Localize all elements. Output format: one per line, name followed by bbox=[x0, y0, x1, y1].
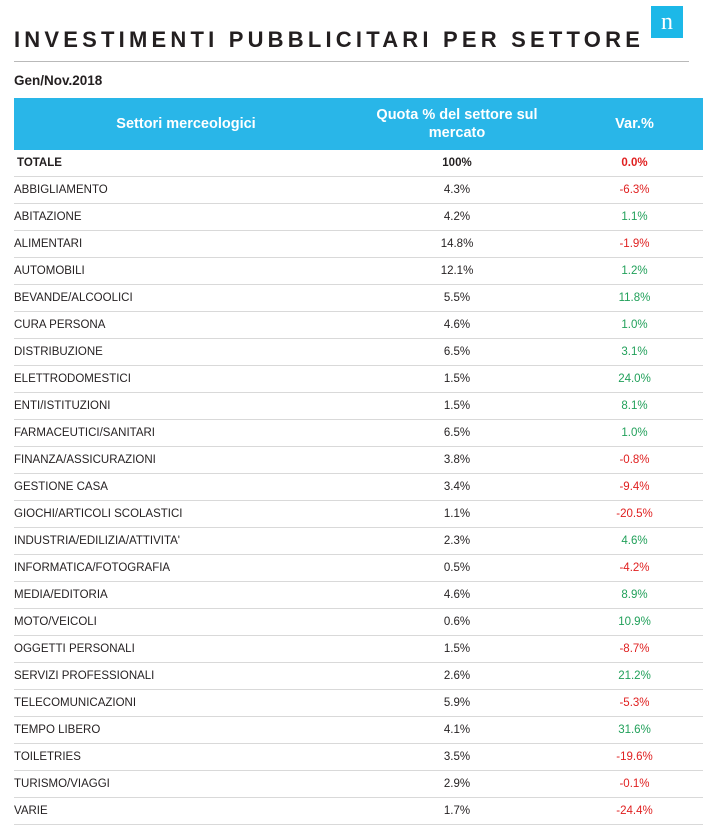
row-share-value: 1.5% bbox=[358, 393, 556, 420]
row-var-value: 11.8% bbox=[556, 285, 703, 312]
row-var-value: 4.6% bbox=[556, 528, 703, 555]
table-row bbox=[14, 717, 703, 744]
row-share-value: 2.3% bbox=[358, 528, 556, 555]
row-sector-label: TEMPO LIBERO bbox=[14, 717, 358, 744]
column-header-var: Var.% bbox=[556, 98, 703, 150]
table-row bbox=[14, 204, 703, 231]
table-row bbox=[14, 366, 703, 393]
page-title: INVESTIMENTI PUBBLICITARI PER SETTORE bbox=[14, 27, 645, 52]
total-label: TOTALE bbox=[14, 150, 358, 177]
row-sector-label: INFORMATICA/FOTOGRAFIA bbox=[14, 555, 358, 582]
row-var-value: 31.6% bbox=[556, 717, 703, 744]
row-var-value: -1.9% bbox=[556, 231, 703, 258]
table-row bbox=[14, 231, 703, 258]
table-row bbox=[14, 420, 703, 447]
row-sector-label: TOILETRIES bbox=[14, 744, 358, 771]
row-share-value: 6.5% bbox=[358, 339, 556, 366]
table-row bbox=[14, 339, 703, 366]
table-row bbox=[14, 582, 703, 609]
row-sector-label: FINANZA/ASSICURAZIONI bbox=[14, 447, 358, 474]
table-row bbox=[14, 447, 703, 474]
row-sector-label: MEDIA/EDITORIA bbox=[14, 582, 358, 609]
table-row bbox=[14, 690, 703, 717]
row-sector-label: ELETTRODOMESTICI bbox=[14, 366, 358, 393]
table-row bbox=[14, 609, 703, 636]
row-share-value: 1.5% bbox=[358, 366, 556, 393]
table-body bbox=[14, 150, 703, 825]
row-sector-label: GIOCHI/ARTICOLI SCOLASTICI bbox=[14, 501, 358, 528]
row-share-value: 0.6% bbox=[358, 609, 556, 636]
row-sector-label: BEVANDE/ALCOOLICI bbox=[14, 285, 358, 312]
row-var-value: -8.7% bbox=[556, 636, 703, 663]
table-row bbox=[14, 393, 703, 420]
row-share-value: 3.8% bbox=[358, 447, 556, 474]
row-var-value: -24.4% bbox=[556, 798, 703, 825]
row-var-value: -5.3% bbox=[556, 690, 703, 717]
row-var-value: -6.3% bbox=[556, 177, 703, 204]
row-share-value: 4.3% bbox=[358, 177, 556, 204]
row-var-value: 8.1% bbox=[556, 393, 703, 420]
row-share-value: 1.1% bbox=[358, 501, 556, 528]
row-sector-label: DISTRIBUZIONE bbox=[14, 339, 358, 366]
nielsen-logo bbox=[651, 6, 683, 38]
column-header-share: Quota % del settore sul mercato bbox=[358, 98, 556, 150]
row-sector-label: ENTI/ISTITUZIONI bbox=[14, 393, 358, 420]
table-row bbox=[14, 501, 703, 528]
row-sector-label: SERVIZI PROFESSIONALI bbox=[14, 663, 358, 690]
table-row bbox=[14, 474, 703, 501]
row-var-value: 21.2% bbox=[556, 663, 703, 690]
row-var-value: 8.9% bbox=[556, 582, 703, 609]
table-row-total bbox=[14, 150, 703, 177]
row-sector-label: OGGETTI PERSONALI bbox=[14, 636, 358, 663]
row-share-value: 4.1% bbox=[358, 717, 556, 744]
total-share: 100% bbox=[358, 150, 556, 177]
table-row bbox=[14, 285, 703, 312]
row-share-value: 5.5% bbox=[358, 285, 556, 312]
row-sector-label: INDUSTRIA/EDILIZIA/ATTIVITA' bbox=[14, 528, 358, 555]
table-row bbox=[14, 663, 703, 690]
row-var-value: -20.5% bbox=[556, 501, 703, 528]
row-var-value: -0.8% bbox=[556, 447, 703, 474]
row-share-value: 1.5% bbox=[358, 636, 556, 663]
table-row bbox=[14, 528, 703, 555]
row-var-value: 24.0% bbox=[556, 366, 703, 393]
table-row bbox=[14, 636, 703, 663]
column-header-sector: Settori merceologici bbox=[14, 98, 358, 150]
row-var-value: -4.2% bbox=[556, 555, 703, 582]
row-sector-label: ABBIGLIAMENTO bbox=[14, 177, 358, 204]
row-sector-label: ABITAZIONE bbox=[14, 204, 358, 231]
table-header bbox=[14, 98, 703, 150]
row-var-value: 1.0% bbox=[556, 420, 703, 447]
table-row bbox=[14, 771, 703, 798]
row-sector-label: MOTO/VEICOLI bbox=[14, 609, 358, 636]
row-var-value: 1.1% bbox=[556, 204, 703, 231]
sector-investments-table bbox=[14, 98, 703, 825]
row-share-value: 12.1% bbox=[358, 258, 556, 285]
row-share-value: 4.2% bbox=[358, 204, 556, 231]
table-row bbox=[14, 555, 703, 582]
row-sector-label: GESTIONE CASA bbox=[14, 474, 358, 501]
row-share-value: 5.9% bbox=[358, 690, 556, 717]
table-header-row bbox=[14, 98, 703, 150]
row-var-value: 1.0% bbox=[556, 312, 703, 339]
row-share-value: 6.5% bbox=[358, 420, 556, 447]
row-var-value: 10.9% bbox=[556, 609, 703, 636]
row-share-value: 2.9% bbox=[358, 771, 556, 798]
logo-letter: n bbox=[661, 9, 673, 35]
period-label: Gen/Nov.2018 bbox=[14, 73, 103, 88]
title-divider bbox=[14, 61, 689, 62]
row-sector-label: AUTOMOBILI bbox=[14, 258, 358, 285]
table-row bbox=[14, 744, 703, 771]
row-var-value: -0.1% bbox=[556, 771, 703, 798]
table-row bbox=[14, 177, 703, 204]
row-share-value: 0.5% bbox=[358, 555, 556, 582]
row-share-value: 4.6% bbox=[358, 312, 556, 339]
row-share-value: 14.8% bbox=[358, 231, 556, 258]
table-row bbox=[14, 312, 703, 339]
row-sector-label: ALIMENTARI bbox=[14, 231, 358, 258]
row-sector-label: TURISMO/VIAGGI bbox=[14, 771, 358, 798]
row-share-value: 4.6% bbox=[358, 582, 556, 609]
table-row bbox=[14, 258, 703, 285]
table-row bbox=[14, 798, 703, 825]
row-sector-label: VARIE bbox=[14, 798, 358, 825]
row-var-value: 1.2% bbox=[556, 258, 703, 285]
row-share-value: 1.7% bbox=[358, 798, 556, 825]
row-sector-label: FARMACEUTICI/SANITARI bbox=[14, 420, 358, 447]
row-var-value: -9.4% bbox=[556, 474, 703, 501]
row-share-value: 3.5% bbox=[358, 744, 556, 771]
row-share-value: 2.6% bbox=[358, 663, 556, 690]
row-sector-label: CURA PERSONA bbox=[14, 312, 358, 339]
total-var: 0.0% bbox=[556, 150, 703, 177]
row-var-value: 3.1% bbox=[556, 339, 703, 366]
row-share-value: 3.4% bbox=[358, 474, 556, 501]
row-var-value: -19.6% bbox=[556, 744, 703, 771]
row-sector-label: TELECOMUNICAZIONI bbox=[14, 690, 358, 717]
